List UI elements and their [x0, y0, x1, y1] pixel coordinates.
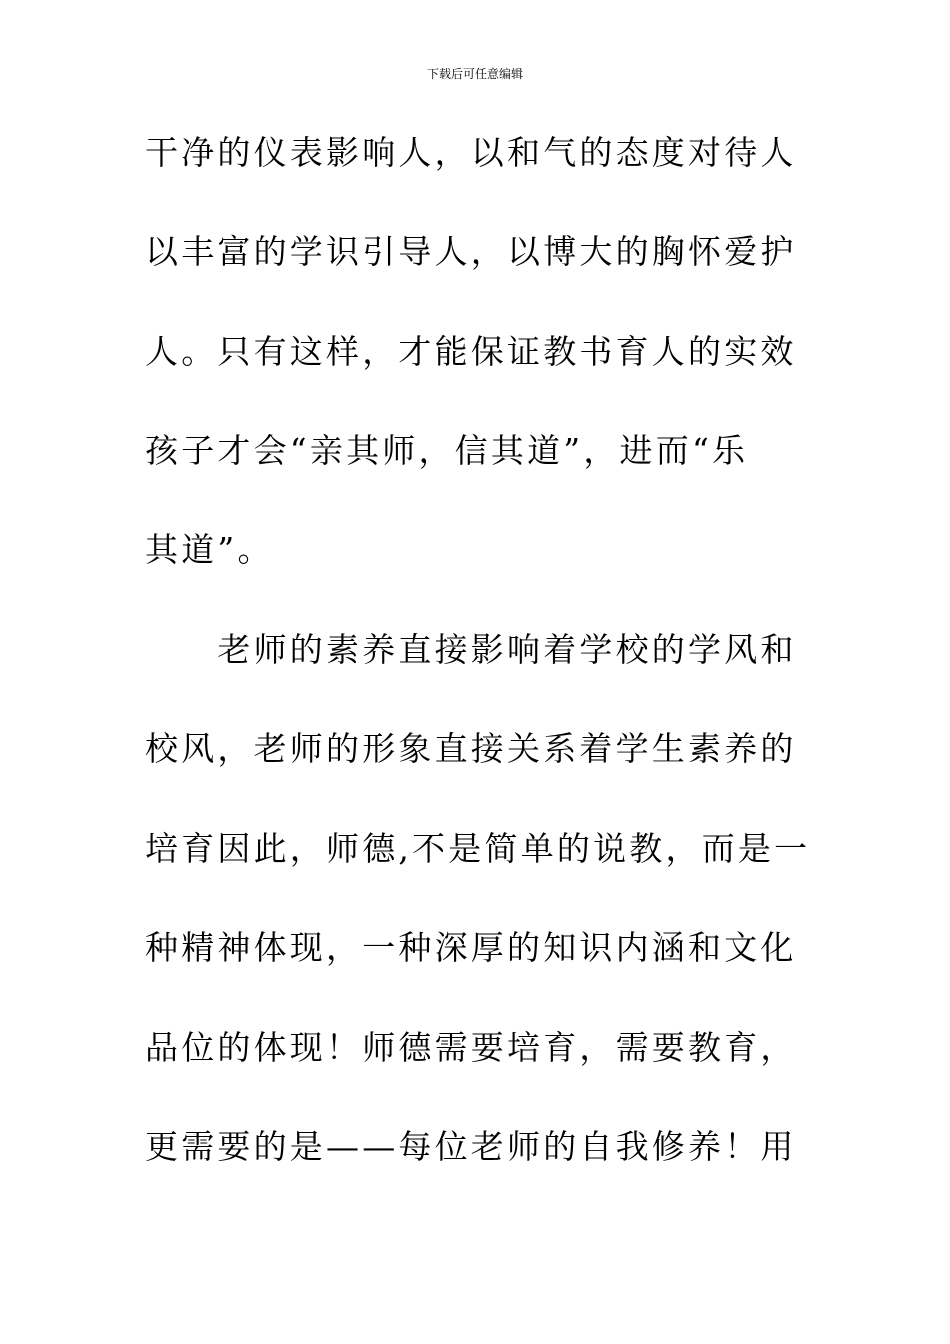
- text-line-8: 培育因此，师德,不是简单的说教，而是一: [145, 829, 811, 868]
- text-line-4: 孩子才会“亲其师，信其道”，进而“乐: [145, 431, 749, 470]
- text-line-6: 老师的素养直接影响着学校的学风和: [145, 630, 797, 669]
- text-line-3: 人。只有这样，才能保证教书育人的实效: [145, 332, 797, 371]
- page-header: 下载后可任意编辑: [426, 67, 523, 81]
- text-line-1: 干净的仪表影响人，以和气的态度对待人: [145, 133, 797, 172]
- text-line-7: 校风，老师的形象直接关系着学生素养的: [145, 729, 797, 768]
- text-line-11: 更需要的是——每位老师的自我修养！用: [145, 1127, 797, 1166]
- text-line-10: 品位的体现！师德需要培育，需要教育，: [145, 1028, 797, 1067]
- text-line-2: 以丰富的学识引导人，以博大的胸怀爱护: [145, 232, 797, 271]
- text-line-5: 其道”。: [145, 530, 274, 569]
- text-line-9: 种精神体现，一种深厚的知识内涵和文化: [145, 928, 797, 967]
